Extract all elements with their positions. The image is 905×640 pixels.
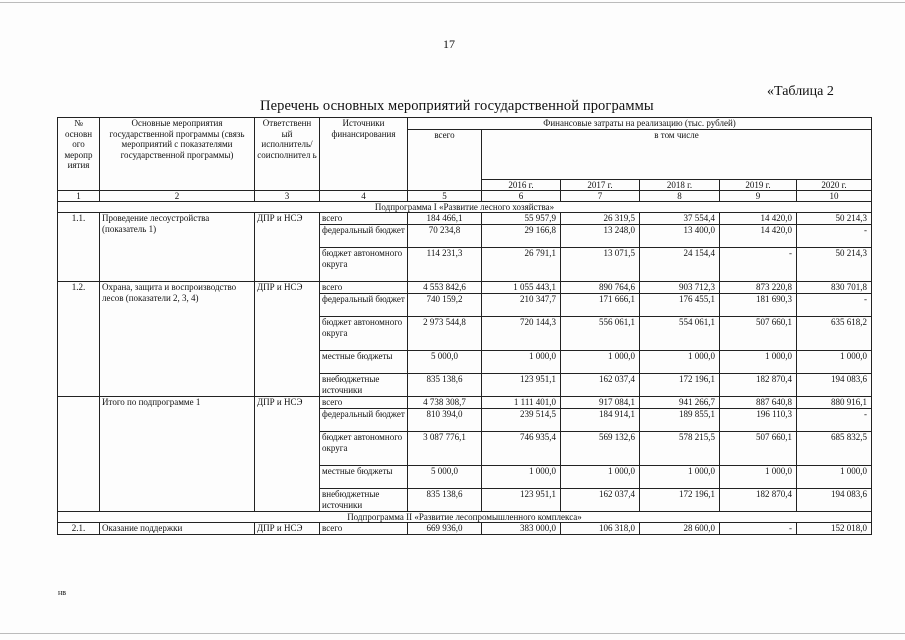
amount-cell: - xyxy=(797,294,872,317)
amount-cell: 1 000,0 xyxy=(720,466,797,489)
amount-cell: 29 166,8 xyxy=(482,225,561,248)
responsible: ДПР и НСЭ xyxy=(255,213,320,282)
column-number: 2 xyxy=(100,191,255,202)
activity-name: Итого по подпрограмме 1 xyxy=(100,397,255,512)
header-col-total: всего xyxy=(408,130,482,191)
amount-cell: 14 420,0 xyxy=(720,213,797,225)
amount-cell: 917 084,1 xyxy=(561,397,640,409)
table-row xyxy=(58,397,872,409)
header-year: 2018 г. xyxy=(640,179,720,191)
amount-cell: 1 055 443,1 xyxy=(482,282,561,294)
responsible: ДПР и НСЭ xyxy=(255,282,320,397)
amount-cell: 24 154,4 xyxy=(640,248,720,282)
amount-cell: 3 087 776,1 xyxy=(408,432,482,466)
funding-source: всего xyxy=(320,282,408,294)
amount-cell: 2 973 544,8 xyxy=(408,317,482,351)
amount-cell: 830 701,8 xyxy=(797,282,872,294)
amount-cell: 239 514,5 xyxy=(482,409,561,432)
amount-cell: 1 000,0 xyxy=(640,351,720,374)
header-year: 2019 г. xyxy=(720,179,797,191)
funding-source: федеральный бюджет xyxy=(320,225,408,248)
table-caption: «Таблица 2 xyxy=(767,84,834,99)
amount-cell: 1 000,0 xyxy=(797,351,872,374)
page-title: Перечень основных мероприятий государственной программы xyxy=(260,98,654,114)
amount-cell: 171 666,1 xyxy=(561,294,640,317)
amount-cell: 1 000,0 xyxy=(561,466,640,489)
activity-name: Проведение лесоустройства (показатель 1) xyxy=(100,213,255,282)
activity-number: 2.1. xyxy=(58,523,100,535)
amount-cell: 26 791,1 xyxy=(482,248,561,282)
amount-cell: 1 111 401,0 xyxy=(482,397,561,409)
activity-number xyxy=(58,397,100,512)
amount-cell: 172 196,1 xyxy=(640,489,720,512)
header-col-sources: Источники финансирования xyxy=(320,118,408,191)
amount-cell: - xyxy=(720,248,797,282)
amount-cell: 55 957,9 xyxy=(482,213,561,225)
amount-cell: 26 319,5 xyxy=(561,213,640,225)
amount-cell: 123 951,1 xyxy=(482,374,561,397)
activity-name: Охрана, защита и воспроизводство лесов (показатели 2, 3, 4) xyxy=(100,282,255,397)
amount-cell: 903 712,3 xyxy=(640,282,720,294)
amount-cell: 50 214,3 xyxy=(797,248,872,282)
funding-source: бюджет автономного округа xyxy=(320,432,408,466)
amount-cell: 162 037,4 xyxy=(561,489,640,512)
amount-cell: 5 000,0 xyxy=(408,351,482,374)
footer-mark: нв xyxy=(58,588,67,597)
responsible: ДПР и НСЭ xyxy=(255,523,320,535)
amount-cell: 635 618,2 xyxy=(797,317,872,351)
amount-cell: 554 061,1 xyxy=(640,317,720,351)
header-year: 2017 г. xyxy=(561,179,640,191)
amount-cell: 4 553 842,6 xyxy=(408,282,482,294)
amount-cell: 50 214,3 xyxy=(797,213,872,225)
amount-cell: 1 000,0 xyxy=(797,466,872,489)
amount-cell: 685 832,5 xyxy=(797,432,872,466)
amount-cell: 4 738 308,7 xyxy=(408,397,482,409)
amount-cell: 873 220,8 xyxy=(720,282,797,294)
column-number: 9 xyxy=(720,191,797,202)
amount-cell: 887 640,8 xyxy=(720,397,797,409)
funding-source: федеральный бюджет xyxy=(320,294,408,317)
column-number: 4 xyxy=(320,191,408,202)
column-number: 10 xyxy=(797,191,872,202)
amount-cell: 123 951,1 xyxy=(482,489,561,512)
column-number-row xyxy=(58,191,872,202)
amount-cell: - xyxy=(797,225,872,248)
amount-cell: 578 215,5 xyxy=(640,432,720,466)
amount-cell: 13 071,5 xyxy=(561,248,640,282)
amount-cell: 196 110,3 xyxy=(720,409,797,432)
scan-top-edge xyxy=(0,2,905,3)
header-row-1 xyxy=(58,118,872,130)
amount-cell: 37 554,4 xyxy=(640,213,720,225)
header-col-activity: Основные мероприятия государственной программы (связь мероприятий с показателями государственной программы) xyxy=(100,118,255,191)
amount-cell: 810 394,0 xyxy=(408,409,482,432)
header-year: 2020 г. xyxy=(797,179,872,191)
subprogram-row xyxy=(58,202,872,213)
amount-cell: 507 660,1 xyxy=(720,317,797,351)
funding-source: всего xyxy=(320,523,408,535)
column-number: 5 xyxy=(408,191,482,202)
table-row xyxy=(58,523,872,535)
amount-cell: 182 870,4 xyxy=(720,374,797,397)
table-row xyxy=(58,282,872,294)
amount-cell: 740 159,2 xyxy=(408,294,482,317)
amount-cell: 13 400,0 xyxy=(640,225,720,248)
amount-cell: 556 061,1 xyxy=(561,317,640,351)
amount-cell: 1 000,0 xyxy=(482,466,561,489)
amount-cell: 669 936,0 xyxy=(408,523,482,535)
funding-source: всего xyxy=(320,213,408,225)
amount-cell: 835 138,6 xyxy=(408,374,482,397)
funding-source: местные бюджеты xyxy=(320,466,408,489)
amount-cell: 184 914,1 xyxy=(561,409,640,432)
amount-cell: 746 935,4 xyxy=(482,432,561,466)
amount-cell: - xyxy=(797,409,872,432)
header-col-no: № основн ого меропр иятия xyxy=(58,118,100,191)
amount-cell: 941 266,7 xyxy=(640,397,720,409)
amount-cell: 1 000,0 xyxy=(640,466,720,489)
amount-cell: 880 916,1 xyxy=(797,397,872,409)
amount-cell: 1 000,0 xyxy=(561,351,640,374)
amount-cell: 114 231,3 xyxy=(408,248,482,282)
activity-name: Оказание поддержки xyxy=(100,523,255,535)
amount-cell: 835 138,6 xyxy=(408,489,482,512)
funding-source: всего xyxy=(320,397,408,409)
header-col-including: в том числе xyxy=(482,130,872,180)
funding-source: внебюджетные источники xyxy=(320,374,408,397)
header-col-responsible: Ответственн ый исполнитель/ соисполнител ь xyxy=(255,118,320,191)
amount-cell: 70 234,8 xyxy=(408,225,482,248)
scan-bottom-edge xyxy=(0,633,905,634)
column-number: 3 xyxy=(255,191,320,202)
amount-cell: 181 690,3 xyxy=(720,294,797,317)
amount-cell: 5 000,0 xyxy=(408,466,482,489)
funding-source: местные бюджеты xyxy=(320,351,408,374)
responsible: ДПР и НСЭ xyxy=(255,397,320,512)
amount-cell: 152 018,0 xyxy=(797,523,872,535)
funding-source: федеральный бюджет xyxy=(320,409,408,432)
amount-cell: 210 347,7 xyxy=(482,294,561,317)
amount-cell: 106 318,0 xyxy=(561,523,640,535)
funding-source: внебюджетные источники xyxy=(320,489,408,512)
amount-cell: 189 855,1 xyxy=(640,409,720,432)
amount-cell: 176 455,1 xyxy=(640,294,720,317)
amount-cell: 1 000,0 xyxy=(720,351,797,374)
funding-source: бюджет автономного округа xyxy=(320,248,408,282)
amount-cell: 194 083,6 xyxy=(797,374,872,397)
amount-cell: 182 870,4 xyxy=(720,489,797,512)
amount-cell: 507 660,1 xyxy=(720,432,797,466)
amount-cell: - xyxy=(720,523,797,535)
activities-table xyxy=(57,117,872,535)
column-number: 8 xyxy=(640,191,720,202)
amount-cell: 162 037,4 xyxy=(561,374,640,397)
funding-source: бюджет автономного округа xyxy=(320,317,408,351)
amount-cell: 194 083,6 xyxy=(797,489,872,512)
amount-cell: 720 144,3 xyxy=(482,317,561,351)
subprogram-title: Подпрограмма I «Развитие лесного хозяйства» xyxy=(58,202,872,213)
subprogram-row xyxy=(58,512,872,523)
header-year: 2016 г. xyxy=(482,179,561,191)
activity-number: 1.1. xyxy=(58,213,100,282)
amount-cell: 569 132,6 xyxy=(561,432,640,466)
column-number: 6 xyxy=(482,191,561,202)
column-number: 7 xyxy=(561,191,640,202)
page-number: 17 xyxy=(443,37,455,51)
header-col-costs: Финансовые затраты на реализацию (тыс. рублей) xyxy=(408,118,872,130)
amount-cell: 28 600,0 xyxy=(640,523,720,535)
subprogram-title: Подпрограмма II «Развитие лесопромышленного комплекса» xyxy=(58,512,872,523)
amount-cell: 13 248,0 xyxy=(561,225,640,248)
amount-cell: 890 764,6 xyxy=(561,282,640,294)
amount-cell: 1 000,0 xyxy=(482,351,561,374)
amount-cell: 184 466,1 xyxy=(408,213,482,225)
table-row xyxy=(58,213,872,225)
amount-cell: 14 420,0 xyxy=(720,225,797,248)
amount-cell: 172 196,1 xyxy=(640,374,720,397)
activity-number: 1.2. xyxy=(58,282,100,397)
column-number: 1 xyxy=(58,191,100,202)
amount-cell: 383 000,0 xyxy=(482,523,561,535)
